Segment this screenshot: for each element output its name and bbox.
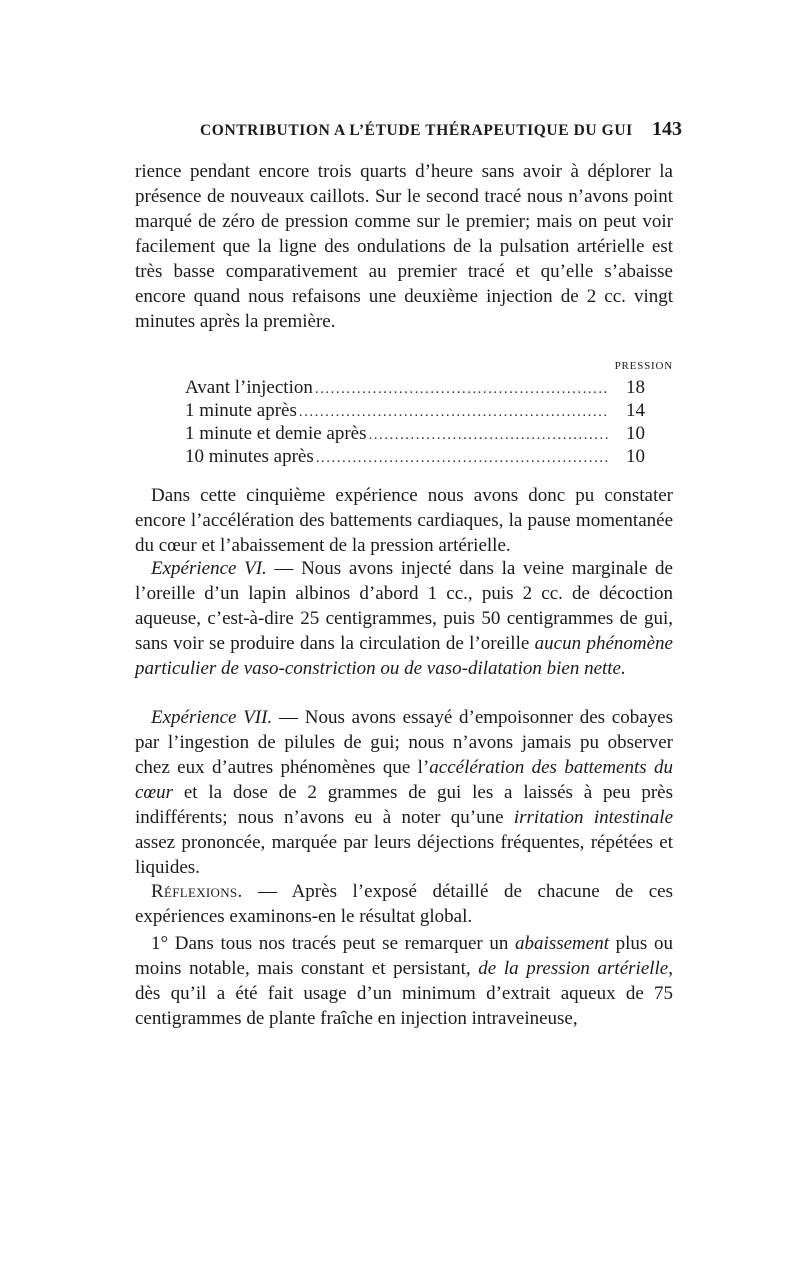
point-1-italic-a: abaissement bbox=[515, 933, 609, 954]
point-1-text-a: 1° Dans tous nos tracés peut se remarquer un bbox=[151, 933, 516, 954]
row-value: 10 bbox=[626, 446, 645, 467]
reflexions-heading: Réflexions. bbox=[151, 881, 243, 902]
row-value: 10 bbox=[626, 423, 645, 444]
experiment-7-text-a: — Nous avons essayé d’empoisonner des cobayes par l’ingestion de pilules de gui; nous n’avons jamais pu observer chez eux d’autres phénomènes que l’ bbox=[135, 707, 673, 778]
paragraph-experiment-7 bbox=[135, 705, 673, 880]
experiment-7-text-c: assez prononcée, marquée par leurs déjections fréquentes, répétées et liquides. bbox=[135, 832, 673, 878]
running-title: CONTRIBUTION A L’ÉTUDE THÉRAPEUTIQUE DU GUI bbox=[200, 122, 633, 139]
paragraph-experiment-6 bbox=[135, 556, 673, 681]
paragraph-point-1 bbox=[135, 931, 673, 1031]
row-value: 14 bbox=[626, 400, 645, 421]
running-header bbox=[200, 118, 682, 141]
experiment-7-heading: Expérience VII. bbox=[151, 707, 273, 728]
dot-leader bbox=[369, 427, 610, 444]
experiment-7-italic-a: accélération des battements du cœur bbox=[135, 757, 674, 803]
page-number: 143 bbox=[652, 118, 682, 140]
experiment-6-heading: Expérience VI. bbox=[151, 558, 267, 579]
row-label: Avant l’injection bbox=[185, 377, 313, 398]
experiment-6-text: — Nous avons injecté dans la veine marginale de l’oreille d’un lapin albinos d’abord 1 cc., puis 2 cc. de décoction aqueuse, c’est-à-dire 25 centigrammes, puis 50 centigrammes de gui, sans voir se produire dans la circulation de l’oreille bbox=[135, 558, 673, 654]
pressure-column-header: PRESSION bbox=[614, 360, 673, 372]
reflexions-text: — Après l’exposé détaillé de chacune de ces expériences examinons-en le résultat global. bbox=[135, 881, 673, 927]
paragraph-reflexions bbox=[135, 879, 673, 929]
point-1-text-b: plus ou moins notable, mais constant et persistant, bbox=[135, 933, 673, 979]
paragraph-summary: Dans cette cinquième expérience nous avons donc pu constater encore l’accélération des battements cardiaques, la pause momentanée du cœur et l’abaissement de la pression artérielle. bbox=[135, 485, 673, 556]
row-label: 1 minute après bbox=[185, 400, 297, 421]
dot-leader bbox=[316, 450, 609, 467]
pressure-table bbox=[185, 377, 645, 469]
point-1-italic-b: de la pression artérielle, bbox=[478, 958, 673, 979]
row-label: 1 minute et demie après bbox=[185, 423, 367, 444]
dot-leader bbox=[299, 404, 609, 421]
experiment-7-italic-b: irritation intestinale bbox=[513, 807, 673, 828]
row-value: 18 bbox=[626, 377, 645, 398]
table-row bbox=[185, 446, 645, 469]
experiment-6-italic: aucun phénomène particulier de vaso-constriction ou de vaso-dilatation bien nette. bbox=[135, 633, 673, 679]
point-1-text-c: dès qu’il a été fait usage d’un minimum d’extrait aqueux de 75 centigrammes de plante fraîche en injection intraveineuse, bbox=[135, 983, 673, 1029]
experiment-7-text-b: et la dose de 2 grammes de gui les a laissés à peu près indifférents; nous n’avons eu à noter qu’une bbox=[135, 782, 673, 828]
table-row bbox=[185, 400, 645, 423]
table-row bbox=[185, 423, 645, 446]
table-row bbox=[185, 377, 645, 400]
paragraph-continuation: rience pendant encore trois quarts d’heure sans avoir à déplorer la présence de nouveaux caillots. Sur le second tracé nous n’avons point marqué de zéro de pression comme sur le premier; mais on peut voir facilement que la ligne des ondulations de la pulsation artérielle est très basse comparativement au premier tracé et qu’elle s’abaisse encore quand nous refaisons une deuxième injection de 2 cc. vingt minutes après la première. bbox=[135, 161, 673, 332]
dot-leader bbox=[315, 381, 609, 398]
row-label: 10 minutes après bbox=[185, 446, 314, 467]
